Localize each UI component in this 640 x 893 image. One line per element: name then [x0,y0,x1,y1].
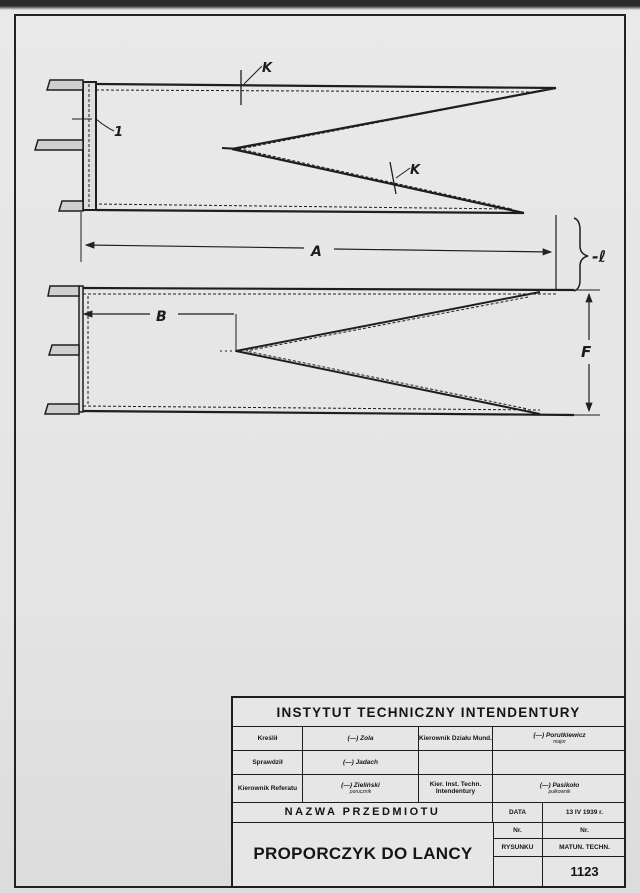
signature-section-head: (—) Zieliński [341,781,380,789]
institute-name: INSTYTUT TECHNICZNY INTENDENTURY [276,704,581,720]
item-name-label: NAZWA PRZEDMIOTU [284,806,441,818]
item-name-cell [233,822,494,886]
k-leader-top [244,66,262,84]
drawing-label: RYSUNKU [501,843,534,851]
lower-swallowtail [236,292,540,414]
upper-pennant-outline [96,84,556,213]
signature-drafted: (—) Zola [347,734,374,742]
lower-tab-bottom [45,404,79,414]
rank-dept-head: major [553,738,566,745]
role-institute-head: Kier. Inst. Techn. Intendentury [429,781,482,795]
name-date-row [233,802,624,823]
upper-notch [222,148,240,149]
rank-institute-head: pułkownik [548,788,571,795]
label-k-mid: K [410,163,421,178]
drawing-number: 1123 [570,863,599,879]
role-dept-head: Kierownik Działu Mund. [419,734,492,742]
date-label: DATA [508,808,527,816]
rank-section-head: porucznik [349,788,372,795]
date-value: 13 IV 1939 r. [565,808,604,816]
signature-row-3 [233,774,624,803]
nr-label-drawing: Nr. [513,826,522,834]
role-section-head: Kierownik Referatu [237,784,298,792]
material-label: MATUN. TECHN. [559,843,610,851]
label-a: A [311,244,322,260]
lower-bottom-edge [83,411,574,415]
upper-tab-bottom [59,201,83,211]
signature-institute-head: (—) Pasikoło [539,781,580,789]
signature-row-1 [233,726,624,751]
role-drafted: Kreślił [257,734,278,742]
number-value-row [493,856,626,886]
lower-bottom-hem [83,406,540,410]
lower-pennant [45,286,574,415]
title-block [231,696,626,888]
nr-label-material: Nr. [580,826,589,834]
leader-1 [96,119,114,131]
k-marker-mid [390,162,396,194]
signature-checked: (—) Jadach [342,758,379,766]
k-leader-mid [396,168,410,178]
lower-tab-middle [49,345,79,355]
upper-tab-top [47,80,83,90]
label-k-top: K [262,61,273,76]
upper-pennant-hem [96,90,536,209]
item-name: PROPORCZYK DO LANCY [253,844,473,863]
number-label-row [493,838,626,857]
signature-row-2 [233,750,624,775]
role-checked: Sprawdził [252,758,283,766]
lower-swallowtail-hem [246,297,528,409]
upper-tab-middle [35,140,83,150]
label-l: -ℓ [592,247,607,266]
lower-top-edge [83,288,574,290]
label-f: F [581,343,592,361]
lower-tab-top [48,286,79,296]
nr-row [493,822,626,839]
dimension-l [574,218,588,291]
title-block-header [233,698,624,727]
signature-dept-head: (—) Porutkiewicz [533,731,586,739]
label-1: 1 [114,125,124,140]
label-b: B [156,309,167,325]
